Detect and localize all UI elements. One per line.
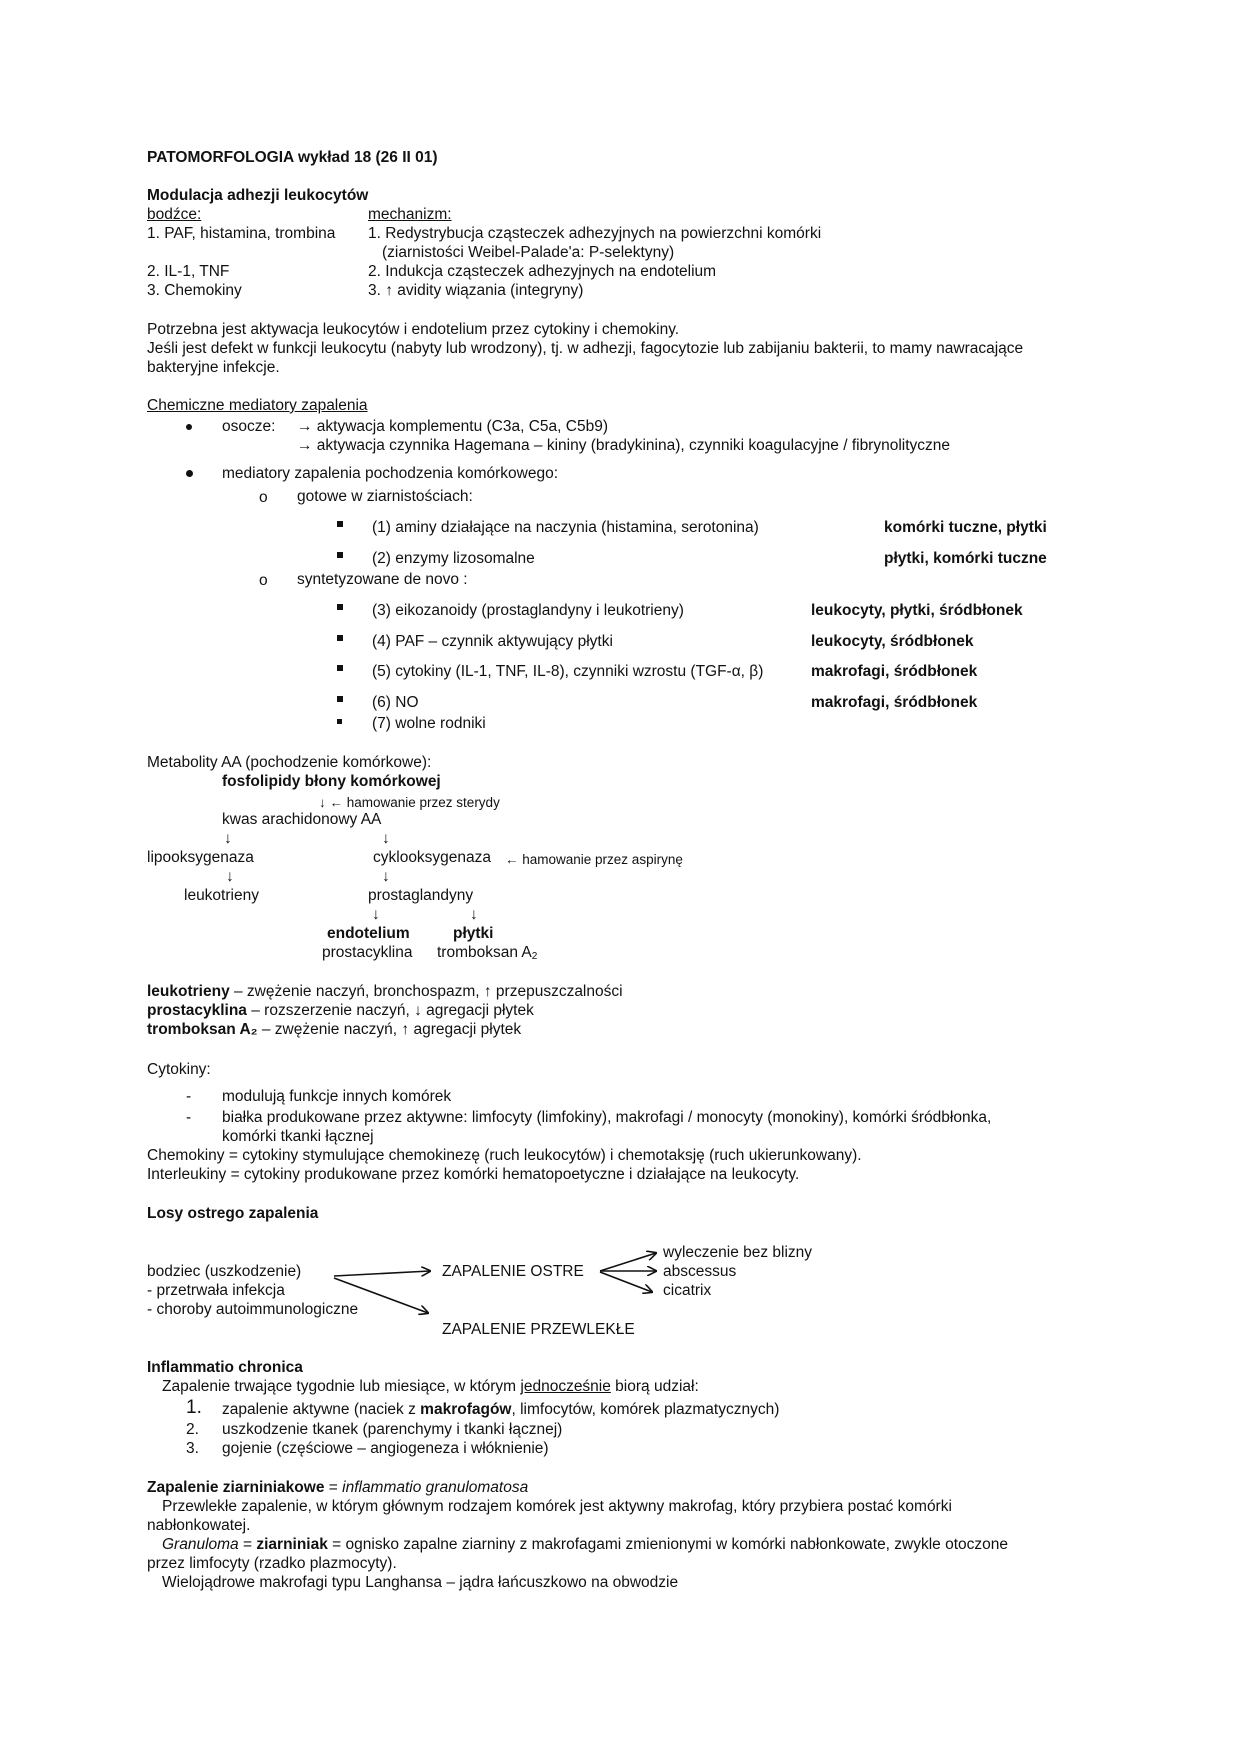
mechanism-header: mechanizm: [368,206,452,223]
thromboxane-text: tromboksan A [437,944,532,961]
ready-label: gotowe w ziarnistościach: [297,488,473,505]
arrow-down: ↓ [382,868,390,885]
denovo-item-4: (4) PAF – czynnik aktywujący płytki [372,633,613,650]
fate-cause-2: - przetrwała infekcja [147,1282,285,1299]
granuloma-term-bold: ziarniniak [256,1536,328,1553]
mechanism-2: 2. Indukcja cząsteczek adhezyjnych na endotelium [368,263,717,280]
stimulus-3: 3. Chemokiny [147,282,242,299]
mechanism-1-note: (ziarnistości Weibel-Palade'a: P-selektyny) [382,244,675,261]
denovo-item-3-source: leukocyty, płytki, śródbłonek [811,602,1023,619]
effect-term: leukotrieny [147,983,230,1000]
cyclooxygenase: cyklooksygenaza [373,849,492,866]
effect-desc: – zwężenie naczyń, bronchospazm, ↑ przepuszczalności [229,983,623,1000]
adhesion-heading: Modulacja adhezji leukocytów [147,187,369,204]
denovo-item-7: (7) wolne rodniki [372,715,486,732]
endothelium: endotelium [327,925,410,942]
effect-desc: – rozszerzenie naczyń, ↓ agregacji płytek [246,1002,534,1019]
arrow-to-acute [334,1271,430,1276]
ready-item-1-source: komórki tuczne, płytki [884,519,1047,536]
dash-bullet: - [186,1109,192,1126]
chronic-item-1-pre: zapalenie aktywne (naciek z [222,1401,421,1418]
granuloma-para-1b: nabłonkowatej. [147,1517,251,1534]
chronic-inflammation: ZAPALENIE PRZEWLEKŁE [442,1321,635,1338]
effect-term: prostacyklina [147,1002,247,1019]
arrow-down: ↓ [470,906,478,923]
aspirin-note: ← hamowanie przez aspirynę [505,852,683,867]
denovo-item-5-source: makrofagi, śródbłonek [811,663,978,680]
cytokines-item-2a: białka produkowane przez aktywne: limfocyty (limfokiny), makrofagi / monocyty (monokiny), komórki śródbłonka, [222,1109,992,1126]
steroid-note: ↓ ← hamowanie przez sterydy [319,795,500,810]
mediators-heading: Chemiczne mediatory zapalenia [147,397,368,414]
platelets: płytki [453,925,494,942]
arrow-down: ↓ [382,830,390,847]
denovo-item-6-source: makrofagi, śródbłonek [811,694,978,711]
granuloma-term-italic: Granuloma [162,1536,239,1553]
denovo-label: syntetyzowane de novo : [297,571,468,588]
thromboxane-sub: 2 [531,951,538,962]
fate-cause-3: - choroby autoimmunologiczne [147,1301,359,1318]
chronic-item-3: gojenie (częściowe – angiogeneza i włóknienie) [222,1440,549,1457]
chronic-intro [162,1377,699,1396]
chronic-item-1-post: , limfocytów, komórek plazmatycznych) [511,1401,780,1418]
chronic-intro-underlined: jednocześnie [520,1378,611,1395]
granuloma-heading-italic: inflammatio granulomatosa [342,1479,529,1496]
arrow-down: ↓ [372,906,380,923]
stimulus-1: 1. PAF, histamina, trombina [147,225,336,242]
cytokines-item-1: modulują funkcje innych komórek [222,1088,452,1105]
stimulus-2: 2. IL-1, TNF [147,263,230,280]
chronic-intro-post: biorą udział: [610,1378,699,1395]
adhesion-para-1: Potrzebna jest aktywacja leukocytów i endotelium przez cytokiny i chemokiny. [147,321,680,338]
cell-mediators-label: mediatory zapalenia pochodzenia komórkowego: [222,465,559,482]
chemokines-def: Chemokiny = cytokiny stymulujące chemokinezę (ruch leukocytów) i chemotaksję (ruch ukierunkowany). [147,1147,862,1164]
ready-item-1: (1) aminy działające na naczynia (histamina, serotonina) [372,519,759,536]
cytokines-heading: Cytokiny: [147,1061,211,1078]
page-title: PATOMORFOLOGIA wykład 18 (26 II 01) [147,149,438,166]
granuloma-para-2b: przez limfocyty (rzadko plazmocyty). [147,1555,397,1572]
plasma-item-2: → aktywacja czynnika Hagemana – kininy (bradykinina), czynniki koagulacyjne / fibrynolityczne [297,437,951,454]
interleukins-def: Interleukiny = cytokiny produkowane przez komórki hematopoetyczne i działające na leukocyty. [147,1166,800,1183]
chronic-heading: Inflammatio chronica [147,1359,303,1376]
outcome-abscess: abscessus [663,1263,737,1280]
granuloma-definition: = ognisko zapalne ziarniny z makrofagami zmienionymi w komórki nabłonkowate, zwykle otoczone [327,1536,1009,1553]
leukotrienes: leukotrieny [184,887,259,904]
granuloma-heading [147,1478,528,1497]
phospholipids: fosfolipidy błony komórkowej [222,773,441,790]
lipoxygenase: lipooksygenaza [147,849,254,866]
ready-item-2: (2) enzymy lizosomalne [372,550,535,567]
plasma-label: osocze: [222,418,276,435]
effect-term: tromboksan A₂ [147,1021,258,1038]
mechanism-1: 1. Redystrybucja cząsteczek adhezyjnych na powierzchni komórki [368,225,822,242]
granuloma-heading-eq: = [324,1479,343,1496]
denovo-item-6: (6) NO [372,694,419,711]
adhesion-para-2b: bakteryjne infekcje. [147,359,280,376]
outcome-scar: cicatrix [663,1282,712,1299]
arrow-down: ↓ [226,868,234,885]
arrow-to-healing [600,1253,656,1271]
denovo-item-5: (5) cytokiny (IL-1, TNF, IL-8), czynniki wzrostu (TGF-α, β) [372,663,764,680]
sub-bullet-o: o [259,489,268,506]
arachidonic-acid: kwas arachidonowy AA [222,811,382,828]
granuloma-para-3: Wielojądrowe makrofagi typu Langhansa – jądra łańcuszkowo na obwodzie [162,1574,679,1591]
arrow-to-scar [600,1272,652,1292]
ready-item-2-source: płytki, komórki tuczne [884,550,1047,567]
granuloma-heading-bold: Zapalenie ziarniniakowe [147,1479,325,1496]
list-number: 2. [186,1421,199,1438]
prostacyclin: prostacyklina [322,944,413,961]
denovo-item-3: (3) eikozanoidy (prostaglandyny i leukotrieny) [372,602,684,619]
granuloma-para-2a [162,1535,1008,1554]
aa-heading: Metabolity AA (pochodzenie komórkowe): [147,754,432,771]
chronic-intro-pre: Zapalenie trwające tygodnie lub miesiące, w którym [162,1378,521,1395]
arrow-to-chronic [334,1278,428,1313]
effect-desc: – zwężenie naczyń, ↑ agregacji płytek [257,1021,522,1038]
prostaglandins: prostaglandyny [368,887,474,904]
granuloma-eq: = [238,1536,257,1553]
fate-cause-1: bodziec (uszkodzenie) [147,1263,302,1280]
denovo-item-4-source: leukocyty, śródbłonek [811,633,974,650]
dash-bullet: - [186,1088,192,1105]
arrow-down: ↓ [224,830,232,847]
adhesion-para-2a: Jeśli jest defekt w funkcji leukocytu (nabyty lub wrodzony), tj. w adhezji, fagocytozie lub zabijaniu bakterii, to mamy nawracające [147,340,1024,357]
granuloma-para-1a: Przewlekłe zapalenie, w którym głównym rodzajem komórek jest aktywny makrofag, który przybiera postać komórki [162,1498,952,1515]
list-number: 1. [186,1397,202,1418]
outcome-healing: wyleczenie bez blizny [663,1244,813,1261]
chronic-item-1 [222,1400,779,1419]
acute-inflammation: ZAPALENIE OSTRE [442,1263,584,1280]
plasma-item-1: → aktywacja komplementu (C3a, C5a, C5b9) [297,418,608,435]
fate-heading: Losy ostrego zapalenia [147,1205,319,1222]
chronic-item-1-bold: makrofagów [420,1401,512,1418]
sub-bullet-o: o [259,572,268,589]
cytokines-item-2b: komórki tkanki łącznej [222,1128,374,1145]
stimuli-header: bodźce: [147,206,202,223]
chronic-item-2: uszkodzenie tkanek (parenchymy i tkanki łącznej) [222,1421,563,1438]
list-number: 3. [186,1440,199,1457]
mechanism-3: 3. ↑ avidity wiązania (integryny) [368,282,584,299]
